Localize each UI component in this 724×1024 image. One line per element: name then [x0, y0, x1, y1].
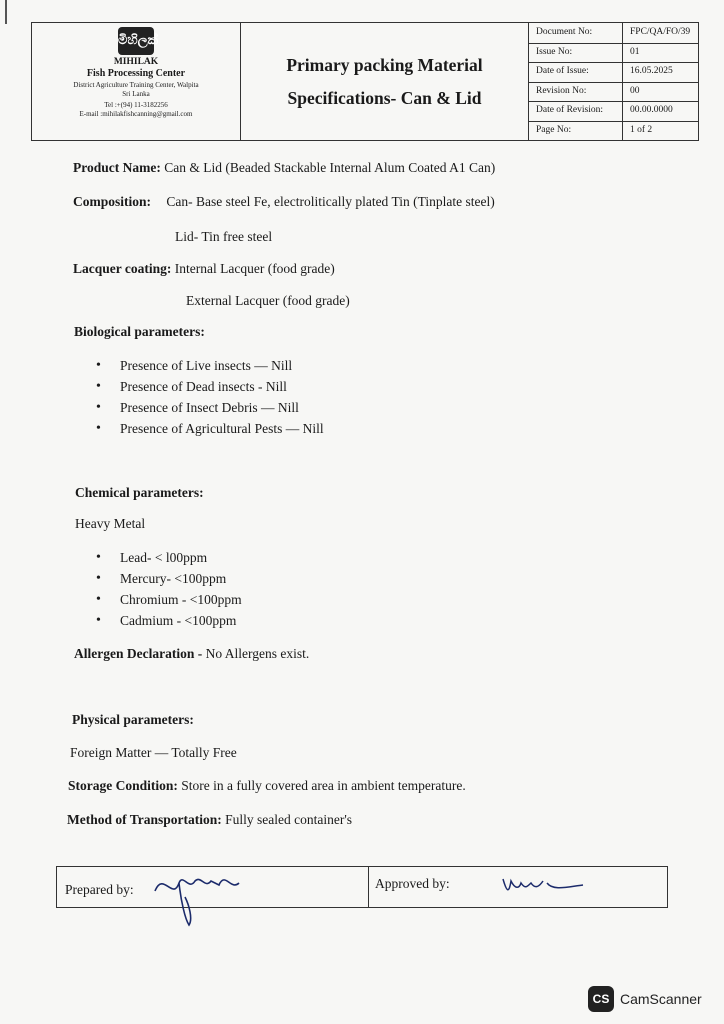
- biological-list: [96, 355, 324, 439]
- list-item: • Chromium - <100ppm: [96, 589, 242, 610]
- list-item: • Cadmium - <100ppm: [96, 610, 242, 631]
- meta-row: [529, 62, 698, 83]
- organization-block: [32, 23, 241, 140]
- document-title-block: [241, 23, 529, 140]
- allergen-value: No Allergens exist.: [205, 646, 310, 661]
- foreign-matter: Foreign Matter — Totally Free: [70, 745, 237, 760]
- mihilak-logo: මිහිලක්: [118, 27, 154, 55]
- meta-label: Document No:: [536, 27, 593, 37]
- center-name: Fish Processing Center: [86, 68, 186, 79]
- document-header: [31, 22, 699, 141]
- physical-heading: Physical parameters:: [72, 712, 194, 727]
- meta-value: 16.05.2025: [630, 66, 673, 76]
- meta-value: 00: [630, 85, 640, 96]
- meta-value: 00.00.0000: [630, 105, 673, 115]
- list-item: • Presence of Live insects — Nill: [96, 355, 324, 376]
- list-item: • Presence of Agricultural Pests — Nill: [96, 418, 324, 439]
- camscanner-name: CamScanner: [620, 991, 702, 1007]
- chemical-heading: Chemical parameters:: [75, 485, 204, 500]
- meta-row: [529, 23, 698, 44]
- meta-row: [529, 82, 698, 103]
- heavy-metal-subheading: Heavy Metal: [75, 516, 146, 531]
- prepared-signature: [149, 861, 249, 931]
- meta-label: Issue No:: [536, 46, 573, 57]
- product-name-line: [73, 160, 495, 176]
- lacquer-label: Lacquer coating:: [73, 261, 172, 276]
- meta-row: [529, 43, 698, 64]
- chemical-list: [96, 547, 242, 631]
- lacquer-line: [73, 261, 335, 277]
- transport-label: Method of Transportation:: [67, 812, 222, 827]
- meta-value: 01: [630, 46, 640, 57]
- prepared-by-label: Prepared by:: [65, 882, 134, 897]
- product-name-value: Can & Lid (Beaded Stackable Internal Alum Coated A1 Can): [164, 160, 496, 175]
- composition-can: Can- Base steel Fe, electrolitically plated Tin (Tinplate steel): [166, 194, 495, 209]
- list-item: • Lead- < l00ppm: [96, 547, 242, 568]
- list-item: • Mercury- <100ppm: [96, 568, 242, 589]
- list-item: • Presence of Dead insects - Nill: [96, 376, 324, 397]
- title-line-1: Primary packing Material: [286, 54, 483, 75]
- meta-value: FPC/QA/FO/39: [630, 27, 691, 37]
- storage-line: [68, 778, 466, 794]
- document-meta-table: [529, 23, 698, 140]
- biological-heading: Biological parameters:: [74, 324, 205, 339]
- meta-label: Date of Revision:: [536, 105, 604, 115]
- composition-line: [73, 194, 495, 210]
- title-line-2: Specifications- Can & Lid: [287, 87, 482, 108]
- meta-label: Page No:: [536, 124, 572, 135]
- approved-by-label: Approved by:: [375, 876, 450, 891]
- lacquer-internal: Internal Lacquer (food grade): [174, 261, 335, 276]
- signature-box: [56, 866, 668, 908]
- camscanner-logo: CS: [588, 986, 614, 1012]
- transport-value: Fully sealed container's: [225, 812, 353, 827]
- allergen-line: [74, 646, 309, 662]
- meta-label: Date of Issue:: [536, 66, 589, 76]
- storage-label: Storage Condition:: [68, 778, 178, 793]
- org-country: Sri Lanka: [122, 90, 150, 98]
- signature-divider: [368, 867, 369, 907]
- meta-row: [529, 121, 698, 141]
- meta-row: [529, 101, 698, 122]
- meta-label: Revision No:: [536, 85, 587, 96]
- approved-signature: [497, 871, 587, 901]
- list-item: • Presence of Insect Debris — Nill: [96, 397, 324, 418]
- composition-label: Composition:: [73, 194, 152, 209]
- composition-lid: Lid- Tin free steel: [175, 229, 273, 244]
- allergen-label: Allergen Declaration -: [74, 646, 203, 661]
- scan-edge-mark: [5, 0, 7, 24]
- meta-value: 1 of 2: [630, 124, 653, 135]
- product-name-label: Product Name:: [73, 160, 161, 175]
- org-email: E-mail :mihilakfishcanning@gmail.com: [79, 110, 193, 118]
- storage-value: Store in a fully covered area in ambient temperature.: [181, 778, 466, 793]
- lacquer-external: External Lacquer (food grade): [186, 293, 350, 308]
- camscanner-watermark: [588, 986, 702, 1012]
- org-address: District Agriculture Training Center, Walpita: [73, 81, 199, 89]
- org-name: MIHILAK: [113, 57, 159, 67]
- org-tel: Tel :+(94) 11-3182256: [104, 101, 168, 109]
- transport-line: [67, 812, 352, 828]
